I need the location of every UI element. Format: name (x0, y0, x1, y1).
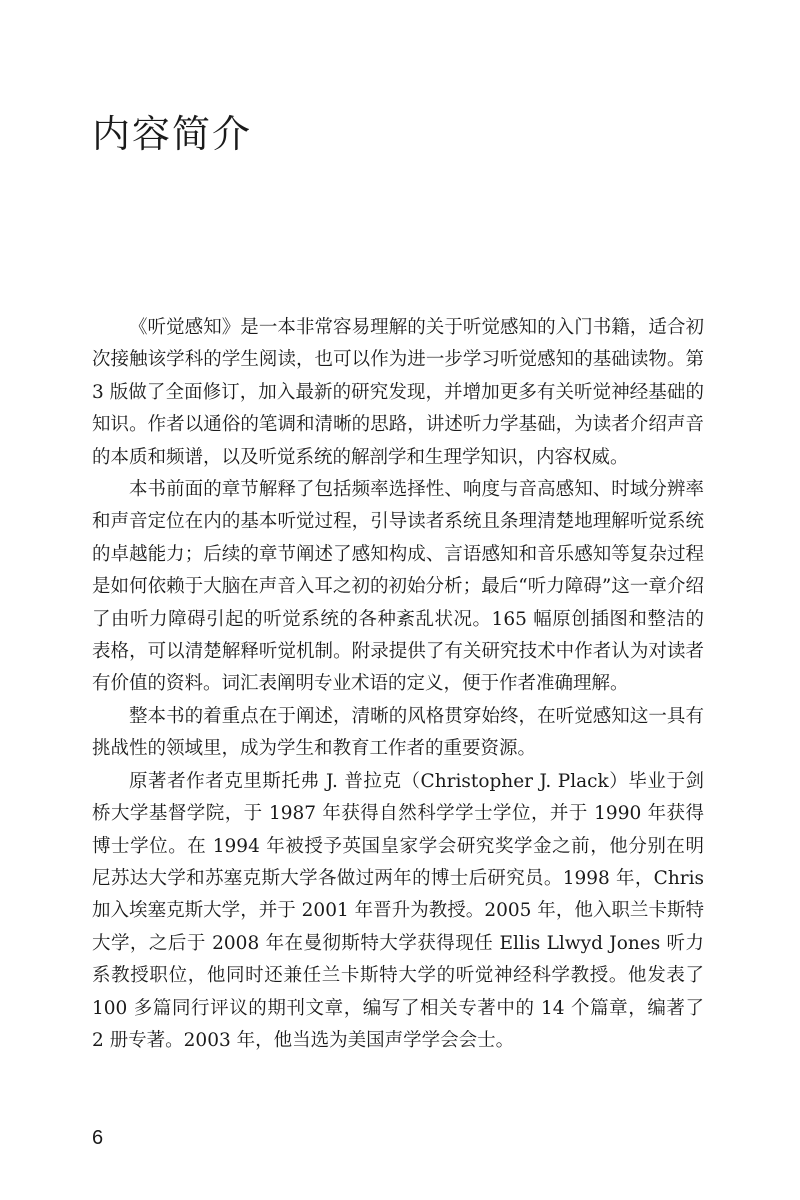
page-title: 内容简介 (92, 112, 253, 156)
paragraph-author: 原著者作者克里斯托弗 J. 普拉克（Christopher J. Plack）毕业于剑桥大学基督学院，于 1987 年获得自然科学学士学位，并于 1990 年获得博士学位。在 1994 年被授予英国皇家学会研究奖学金之前，他分别在明尼苏达大学和苏塞克斯大学各做过两年的博士后研究员。1998 年，Chris 加入埃塞克斯大学，并于 2001 年晋升为教授。2005 年，他入职兰卡斯特大学，之后于 2008 年在曼彻斯特大学获得现任 Ellis Llwyd Jones 听力系教授职位，他同时还兼任兰卡斯特大学的听觉神经科学教授。他发表了 100 多篇同行评议的期刊文章，编写了相关专著中的 14 个篇章，编著了 2 册专著。2003 年，他当选为美国声学学会会士。 (92, 770, 704, 1051)
body-text (92, 312, 704, 1057)
page-number: 6 (92, 1127, 104, 1149)
paragraph-focus: 整本书的着重点在于阐述，清晰的风格贯穿始终，在听觉感知这一具有挑战性的领域里，成为学生和教育工作者的重要资源。 (92, 705, 704, 760)
paragraph-chapters: 本书前面的章节解释了包括频率选择性、响度与音高感知、时域分辨率和声音定位在内的基本听觉过程，引导读者系统且条理清楚地理解听觉系统的卓越能力；后续的章节阐述了感知构成、言语感知和音乐感知等复杂过程是如何依赖于大脑在声音入耳之初的初始分析；最后“听力障碍”这一章介绍了由听力障碍引起的听觉系统的各种紊乱状况。165 幅原创插图和整洁的表格，可以清楚解释听觉机制。附录提供了有关研究技术中作者认为对读者有价值的资料。词汇表阐明专业术语的定义，便于作者准确理解。 (92, 479, 704, 695)
paragraph-intro: 《听觉感知》是一本非常容易理解的关于听觉感知的入门书籍，适合初次接触该学科的学生阅读，也可以作为进一步学习听觉感知的基础读物。第 3 版做了全面修订，加入最新的研究发现，并增加更多有关听觉神经基础的知识。作者以通俗的笔调和清晰的思路，讲述听力学基础，为读者介绍声音的本质和频谱，以及听觉系统的解剖学和生理学知识，内容权威。 (92, 317, 704, 468)
